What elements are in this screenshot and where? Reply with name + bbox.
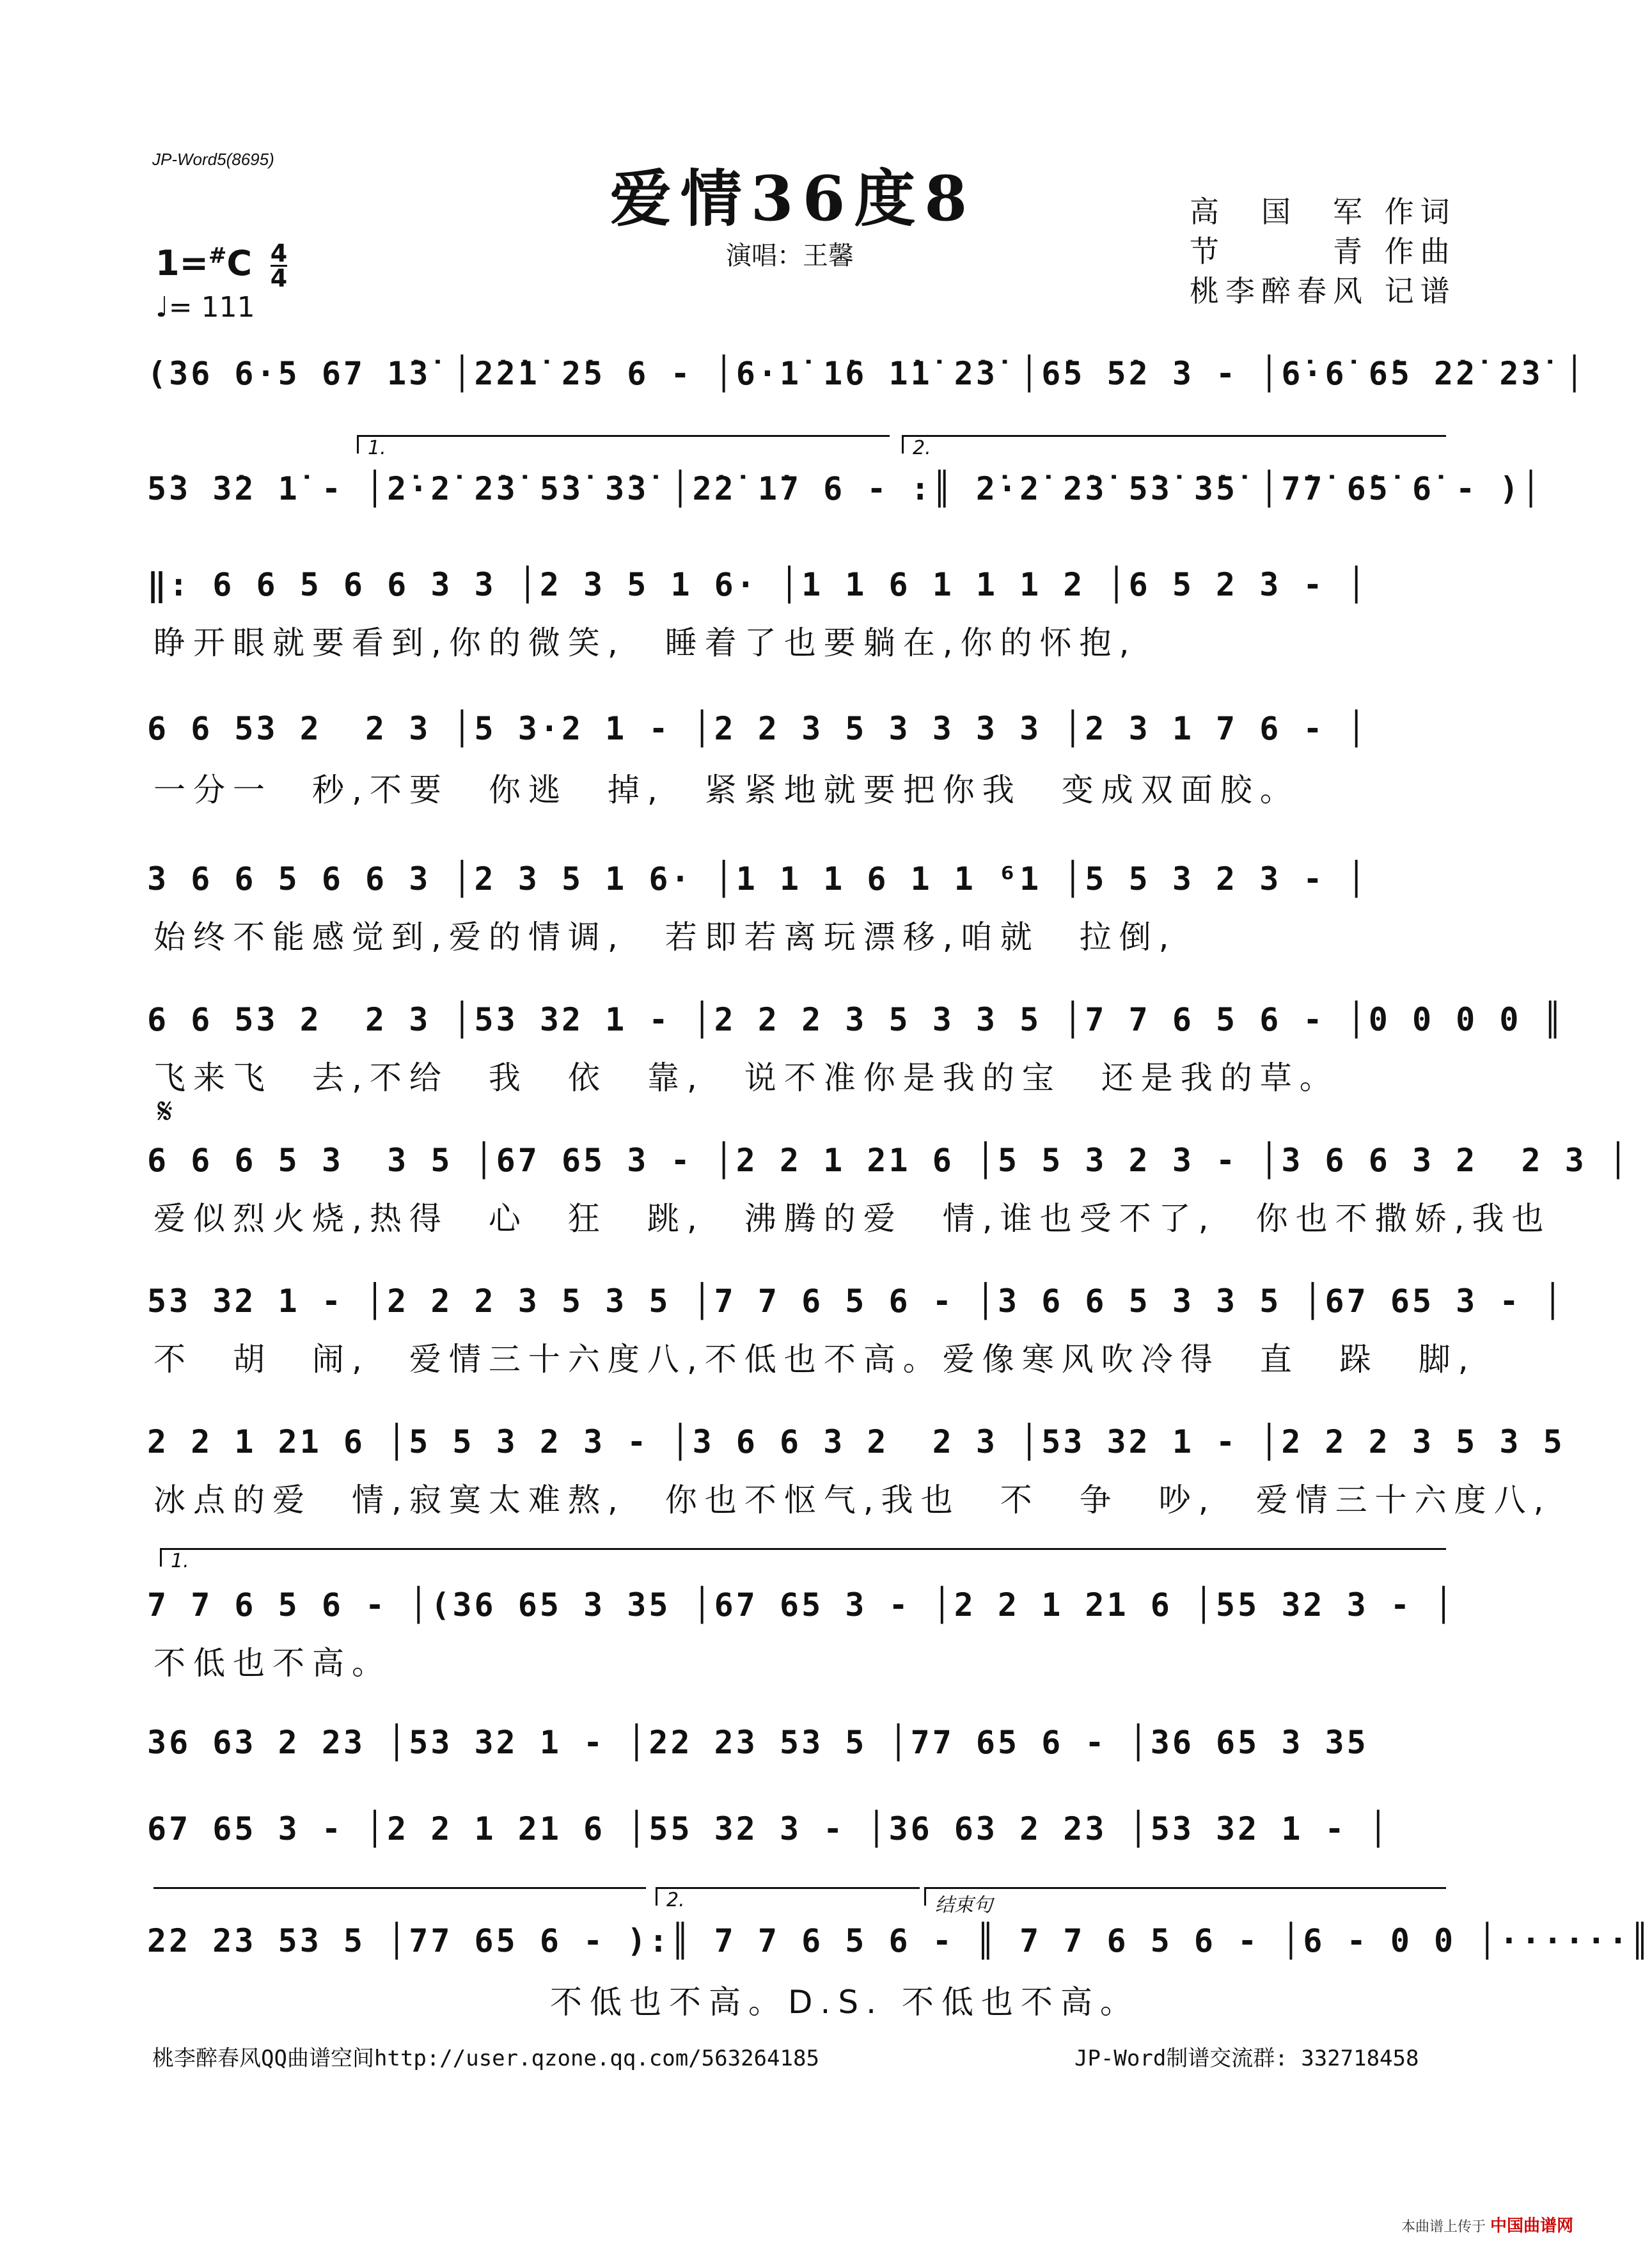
lyric-line: 不 胡 闹, 爱情三十六度八,不低也不高。爱像寒风吹冷得 直 跺 脚, xyxy=(153,1341,1476,1378)
lyric-line: 始终不能感觉到,爱的情调, 若即若离玩漂移,咱就 拉倒, xyxy=(153,919,1177,956)
lyric-line: 不低也不高。 xyxy=(153,1645,391,1682)
site-watermark xyxy=(1401,2213,1573,2236)
volta-ending xyxy=(924,1887,1446,1916)
volta-2-end-label: 2. xyxy=(666,1889,685,1911)
key-prefix: 1= xyxy=(155,243,208,284)
lyricist-credit: 高 国 军 作词 xyxy=(1190,194,1456,229)
notation-line: 67 65 3 - │2 2 1 21 6 │55 32 3 - │36 63 2 23 │53 32 1 - │ xyxy=(147,1810,1390,1847)
notation-line: 2 2 1 21 6 │5 5 3 2 3 - │3 6 6 3 2 2 3 │53 32 1 - │2 2 2 3 5 3 5 xyxy=(147,1423,1565,1460)
notation-line: 36 63 2 23 │53 32 1 - │22 23 53 5 │77 65 6 - │36 65 3 35 xyxy=(147,1724,1369,1761)
notation-line: ‖: 6 6 5 6 6 3 3 │2 3 5 1 6· │1 1 6 1 1 1 2 │6 5 2 3 - │ xyxy=(147,566,1369,603)
volta-1-verse xyxy=(160,1548,1446,1572)
time-signature xyxy=(270,239,288,292)
volta-ending-label: 结束句 xyxy=(935,1894,993,1916)
notation-line: 6 6 53 2 2 3 │5 3·2 1 - │2 2 3 5 3 3 3 3 │2 3 1 7 6 - │ xyxy=(147,710,1369,747)
watermark-logo: 中国曲谱网 xyxy=(1490,2216,1573,2236)
lyric-line: 冰点的爱 情,寂寞太难熬, 你也不怄气,我也 不 争 吵, 爱情三十六度八, xyxy=(153,1482,1552,1519)
tempo-marking: ♩= 111 xyxy=(155,291,255,324)
notation-line: 6 6 53 2 2 3 │53 32 1 - │2 2 2 3 5 3 3 5 │7 7 6 5 6 - │0 0 0 0 ║ xyxy=(147,1001,1565,1038)
footer-left: 桃李醉春风QQ曲谱空间http://user.qzone.qq.com/563264185 xyxy=(152,2046,819,2071)
lyric-line: 不低也不高。D.S. 不低也不高。 xyxy=(153,1984,1140,2021)
notation-line: 53 32 1 - │2 2 2 3 5 3 5 │7 7 6 5 6 - │3 6 6 5 3 3 5 │67 65 3 - │ xyxy=(147,1283,1565,1320)
notation-line: 3 6 6 5 6 6 3 │2 3 5 1 6· │1 1 1 6 1 1 ⁶1 │5 5 3 2 3 - │ xyxy=(147,860,1369,897)
lyric-line: 飞来飞 去,不给 我 依 靠, 说不准你是我的宝 还是我的草。 xyxy=(153,1059,1339,1096)
notation-line: 7 7 6 5 6 - │(36 65 3 35 │67 65 3 - │2 2 1 21 6 │55 32 3 - │ xyxy=(147,1586,1456,1624)
lyric-line: 睁开眼就要看到,你的微笑, 睡着了也要躺在,你的怀抱, xyxy=(153,624,1137,661)
notation-line: 22 23 53 5 │77 65 6 - ):║ 7 7 6 5 6 - ║ 7 7 6 5 6 - │6 - 0 0 │······║ xyxy=(147,1922,1652,1959)
repeat-top-line xyxy=(153,1887,646,1889)
key-signature xyxy=(155,239,288,292)
sharp-sign: # xyxy=(208,243,227,269)
software-tag: JP-Word5(8695) xyxy=(152,150,274,169)
segno-sign: 𝄋 xyxy=(157,1091,173,1132)
watermark-text: 本曲谱上传于 xyxy=(1401,2219,1486,2235)
notation-line: 5̇3 3̇2 1̇ - │2̇·2̇ 2̇3̇ 5̇3̇ 3̇3̇ │2̇2̇ 1̇7 6 - :║ 2̇·2̇ 2̇3̇ 5̇3̇ 3̇5̇ │7̇7̇ 6̇5̇ 6̇ - )│ xyxy=(147,470,1543,507)
transcriber-credit: 桃李醉春风 记谱 xyxy=(1190,274,1456,308)
credits xyxy=(1190,192,1456,311)
volta-1-verse-label: 1. xyxy=(171,1550,189,1572)
volta-2-intro xyxy=(902,435,1446,459)
volta-2-label: 2. xyxy=(913,437,931,459)
singer: 演唱：王馨 xyxy=(726,241,854,271)
key-note: C xyxy=(226,243,252,284)
volta-1-label: 1. xyxy=(368,437,386,459)
time-sig-bottom: 4 xyxy=(270,264,288,292)
notation-line: (36 6·5 67 1̇3̇ │2̇2̇1̇ 2̇5 6 - │6·1̇ 1̇6 1̇1̇ 2̇3̇ │6̇5 5̇2 3 - │6̇·6̇ 6̇5 2̇2̇ 2̇3̇ │ xyxy=(147,355,1587,392)
lyric-line: 一分一 秒,不要 你逃 掉, 紧紧地就要把你我 变成双面胶。 xyxy=(153,771,1300,809)
notation-line: 6 6 6 5 3 3 5 │67 65 3 - │2 2 1 21 6 │5 5 3 2 3 - │3 6 6 3 2 2 3 │ xyxy=(147,1142,1630,1179)
composer-credit: 节 青 作曲 xyxy=(1190,234,1456,269)
song-title: 爱情36度8 xyxy=(610,162,977,235)
volta-2-end xyxy=(656,1887,920,1911)
lyric-line: 爱似烈火烧,热得 心 狂 跳, 沸腾的爱 情,谁也受不了, 你也不撒娇,我也 xyxy=(153,1200,1552,1237)
time-sig-top: 4 xyxy=(270,239,288,267)
footer-right: JP-Word制谱交流群: 332718458 xyxy=(1074,2046,1419,2071)
volta-1-intro xyxy=(357,435,890,459)
